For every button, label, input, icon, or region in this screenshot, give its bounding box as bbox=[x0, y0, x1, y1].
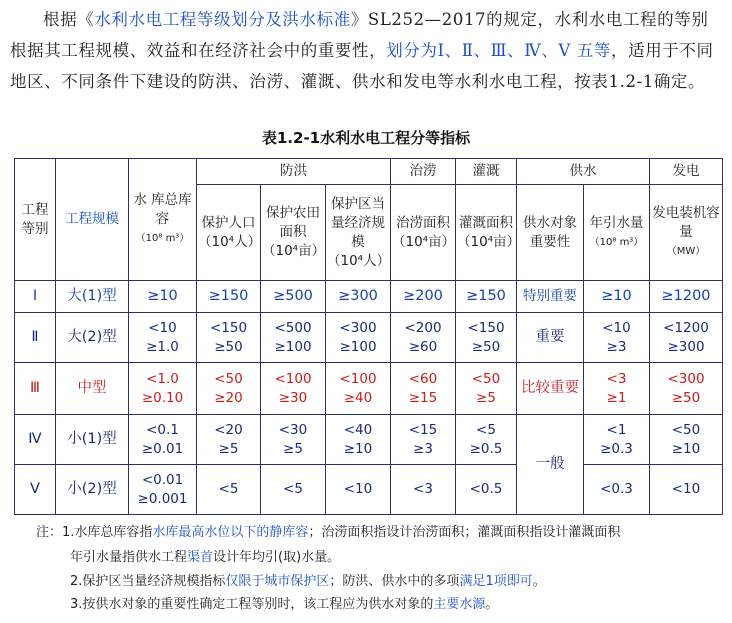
cell-scale: 小(1)型 bbox=[56, 415, 129, 465]
cell-capacity: <1200 ≥300 bbox=[650, 313, 723, 363]
cell-capacity: <50 ≥10 bbox=[650, 415, 723, 465]
header-drain-unit: （10⁴亩） bbox=[392, 233, 456, 250]
cell-scale: 中型 bbox=[56, 363, 129, 415]
table-row bbox=[15, 281, 723, 313]
cell-drain: <15 ≥3 bbox=[391, 415, 456, 465]
note-2-highlight: 仅限于城市保护区 bbox=[225, 574, 330, 589]
header-irrig-area-label: 灌溉面积 bbox=[459, 214, 513, 231]
cell-pop: <20 ≥5 bbox=[197, 415, 261, 465]
cell-supply: 一般 bbox=[517, 415, 584, 515]
cell-drain: <60 ≥15 bbox=[391, 363, 456, 415]
cell-econ: ≥300 bbox=[326, 281, 391, 313]
cell-drain: <3 bbox=[391, 465, 456, 515]
cell-reservoir: <0.01 ≥0.001 bbox=[129, 465, 197, 515]
table-row bbox=[15, 363, 723, 415]
cell-supply: 比较重要 bbox=[517, 363, 584, 415]
note-1 bbox=[36, 521, 620, 540]
cell-grade: Ⅴ bbox=[15, 465, 56, 515]
header-power: 发电 bbox=[650, 159, 723, 185]
cell-drain: <200 ≥60 bbox=[391, 313, 456, 363]
cell-drain: ≥200 bbox=[391, 281, 456, 313]
header-annual bbox=[584, 185, 650, 281]
cell-reservoir: <10 ≥1.0 bbox=[129, 313, 197, 363]
cell-farm: <500 ≥100 bbox=[261, 313, 326, 363]
header-drain-area bbox=[391, 185, 456, 281]
intro-grades: 划分为Ⅰ、Ⅱ、Ⅲ、Ⅳ、Ⅴ 五等 bbox=[386, 41, 611, 60]
header-capacity bbox=[650, 185, 723, 281]
table-row bbox=[15, 313, 723, 363]
intro-text-2: 》SL252—2017的规定，水利水电工程的等别根据其工程规模、效益和在经济社会中的重要性， bbox=[10, 10, 709, 60]
header-supply: 供水 bbox=[517, 159, 650, 185]
cell-farm: ≥500 bbox=[261, 281, 326, 313]
header-scale: 工程规模 bbox=[56, 159, 129, 281]
cell-pop: <5 bbox=[197, 465, 261, 515]
header-pop-label: 保护人口 bbox=[201, 214, 256, 231]
header-flood: 防洪 bbox=[197, 159, 391, 185]
header-econ bbox=[326, 185, 391, 281]
cell-supply: 重要 bbox=[517, 313, 584, 363]
note-2-text-a: 2.保护区当量经济规模指标 bbox=[70, 574, 226, 589]
note-1-text-c: 年引水量指供水工程 bbox=[70, 550, 188, 565]
cell-annual: <10 ≥3 bbox=[584, 313, 650, 363]
note-2-highlight-2: 满足1项即可 bbox=[459, 574, 533, 589]
header-drain-area-label: 治涝面积 bbox=[396, 214, 450, 231]
cell-pop: <150 ≥50 bbox=[197, 313, 261, 363]
note-3-text-a: 3.按供水对象的重要性确定工程等别时，该工程应为供水对象的 bbox=[70, 597, 434, 612]
header-econ-label: 保护区当量经济规模 bbox=[331, 195, 385, 250]
intro-text-1: 根据《 bbox=[43, 10, 95, 29]
header-farm bbox=[261, 185, 326, 281]
table-caption: 表1.2-1水利水电工程分等指标 bbox=[261, 129, 471, 147]
cell-annual: ≥10 bbox=[584, 281, 650, 313]
note-1-highlight-2: 渠首 bbox=[187, 550, 214, 565]
note-3-highlight: 主要水源 bbox=[433, 597, 486, 612]
cell-capacity: ≥1200 bbox=[650, 281, 723, 313]
cell-farm: <100 ≥30 bbox=[261, 363, 326, 415]
cell-econ: <10 bbox=[326, 465, 391, 515]
cell-econ: <300 ≥100 bbox=[326, 313, 391, 363]
cell-reservoir: <1.0 ≥0.10 bbox=[129, 363, 197, 415]
cell-scale: 小(2)型 bbox=[56, 465, 129, 515]
note-1-text-a: 注：1.水库总库容指 bbox=[36, 525, 153, 540]
cell-reservoir: <0.1 ≥0.01 bbox=[129, 415, 197, 465]
cell-grade: Ⅲ bbox=[15, 363, 56, 415]
header-irrig: 灌溉 bbox=[456, 159, 517, 185]
cell-irrig: <5 ≥0.5 bbox=[456, 415, 517, 465]
table-row bbox=[15, 415, 723, 465]
note-1-cont bbox=[70, 546, 340, 565]
cell-capacity: <300 ≥50 bbox=[650, 363, 723, 415]
header-reservoir bbox=[129, 159, 197, 281]
header-annual-label: 年引水量 bbox=[589, 214, 644, 231]
cell-econ: <100 ≥40 bbox=[326, 363, 391, 415]
cell-annual: <0.3 bbox=[584, 465, 650, 515]
cell-farm: <30 ≥5 bbox=[261, 415, 326, 465]
cell-reservoir: ≥10 bbox=[129, 281, 197, 313]
cell-pop: ≥150 bbox=[197, 281, 261, 313]
note-2-text-c: 。 bbox=[532, 574, 546, 589]
header-drain: 治涝 bbox=[391, 159, 456, 185]
header-capacity-unit: （MW） bbox=[666, 246, 706, 257]
note-1-text-d: 设计年均引(取)水量。 bbox=[213, 550, 341, 565]
note-2-text-b: ；防洪、供水中的多项 bbox=[329, 574, 460, 589]
cell-pop: <50 ≥20 bbox=[197, 363, 261, 415]
cell-irrig: <150 ≥50 bbox=[456, 313, 517, 363]
note-1-highlight: 水库最高水位以下的静库容 bbox=[152, 525, 309, 540]
header-pop-unit: （10⁴人） bbox=[198, 233, 262, 250]
header-farm-label: 保护农田面积 bbox=[266, 205, 320, 240]
header-farm-unit: （10⁴亩） bbox=[262, 243, 326, 259]
cell-annual: <1 ≥0.3 bbox=[584, 415, 650, 465]
cell-supply: 特别重要 bbox=[517, 281, 584, 313]
cell-irrig: <50 ≥5 bbox=[456, 363, 517, 415]
cell-irrig: ≥150 bbox=[456, 281, 517, 313]
cell-capacity: <10 bbox=[650, 465, 723, 515]
cell-annual: <3 ≥1 bbox=[584, 363, 650, 415]
cell-irrig: <0.5 bbox=[456, 465, 517, 515]
cell-scale: 大(1)型 bbox=[56, 281, 129, 313]
cell-scale: 大(2)型 bbox=[56, 313, 129, 363]
header-supply-obj: 供水对象重要性 bbox=[517, 185, 584, 281]
note-3-text-b: 。 bbox=[485, 597, 499, 612]
cell-grade: Ⅰ bbox=[15, 281, 56, 313]
cell-grade: Ⅳ bbox=[15, 415, 56, 465]
header-reservoir-label: 水 库总库容 bbox=[133, 192, 192, 227]
header-annual-unit: （10⁸ m³） bbox=[589, 236, 644, 248]
classification-table bbox=[14, 158, 723, 515]
intro-text-3: ，适用于不同地区、不同条件下建设的防洪、治涝、灌溉、供水和发电等水利水电工程，按表1.2-1确定。 bbox=[10, 41, 714, 91]
intro-paragraph bbox=[10, 4, 722, 97]
header-irrig-unit: （10⁴亩） bbox=[457, 233, 521, 250]
cell-farm: <5 bbox=[261, 465, 326, 515]
header-capacity-label: 发电装机容量 bbox=[652, 205, 720, 240]
header-econ-unit: （10⁴人） bbox=[327, 252, 391, 269]
table-row bbox=[15, 465, 723, 515]
note-3 bbox=[70, 593, 498, 612]
cell-grade: Ⅱ bbox=[15, 313, 56, 363]
note-1-text-b: ；治涝面积指设计治涝面积；灌溉面积指设计灌溉面积 bbox=[308, 525, 621, 540]
header-pop bbox=[197, 185, 261, 281]
cell-econ: <40 ≥10 bbox=[326, 415, 391, 465]
header-irrig-area bbox=[456, 185, 521, 281]
header-reservoir-unit: （10⁸ m³） bbox=[135, 233, 190, 244]
note-2 bbox=[70, 570, 546, 589]
header-grade: 工程等别 bbox=[15, 159, 56, 281]
intro-standard-name: 水利水电工程等级划分及洪水标准 bbox=[94, 10, 351, 29]
